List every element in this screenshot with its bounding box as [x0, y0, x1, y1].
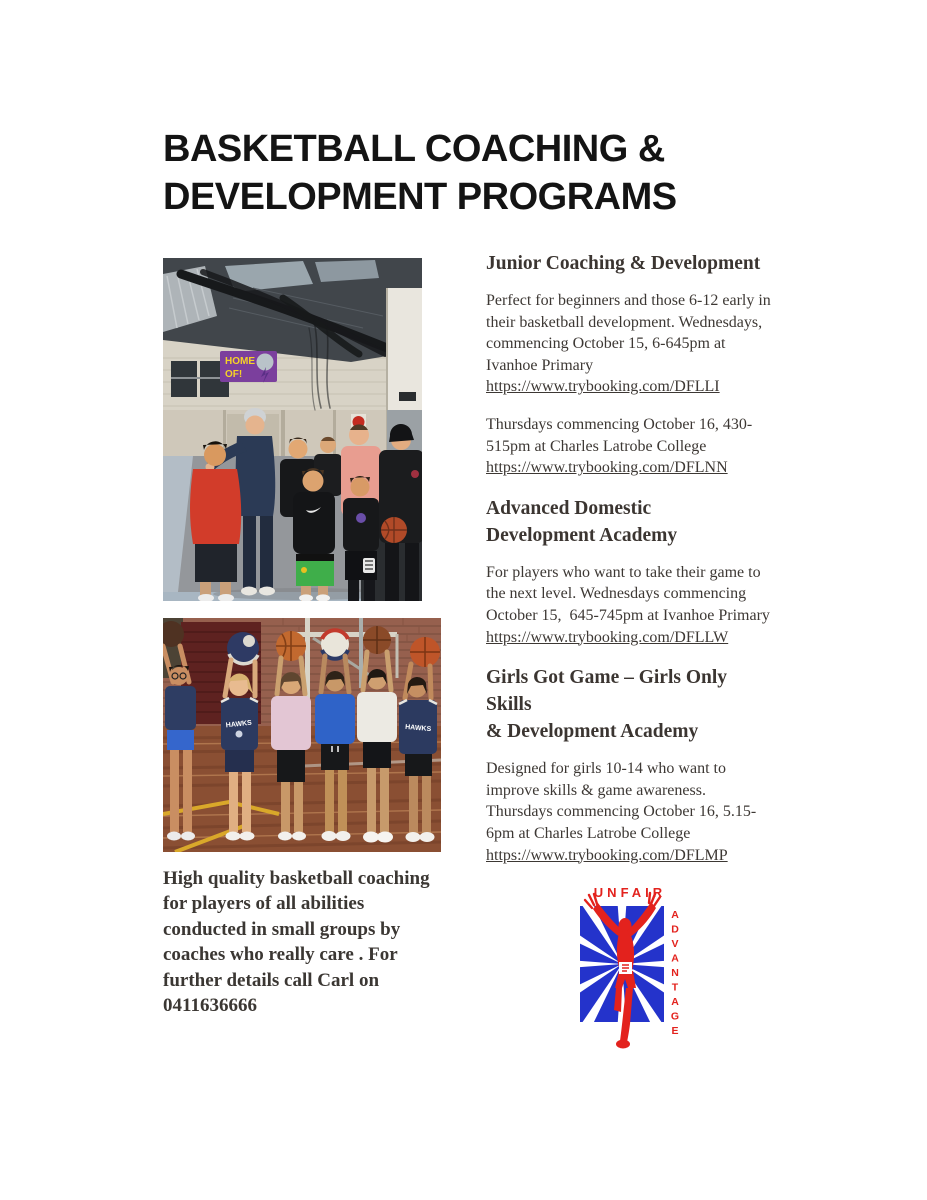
girls-group-photo: [163, 618, 441, 852]
page-title: [163, 125, 743, 221]
programs-column: [486, 250, 775, 882]
page-title-line2: DEVELOPMENT PROGRAMS: [163, 176, 677, 219]
home-of-sign-line1: HOME: [225, 356, 255, 367]
section-heading-advanced: Advanced Domestic Development Academy: [486, 497, 678, 546]
page-title-line1: BASKETBALL COACHING &: [163, 128, 665, 171]
trybooking-link-dflnn[interactable]: https://www.trybooking.com/DFLNN: [486, 459, 728, 477]
unfair-advantage-logo: [564, 874, 688, 1054]
girls-paragraph: Designed for girls 10-14 who want to improve skills & game awareness. Thursdays commencing October 16, 5.15-6pm at Charles Latrobe College https://www.trybooking.com/DFLMP: [486, 758, 772, 866]
logo-word-advantage: ADVANTAGE: [669, 909, 681, 1040]
hawks-jersey-text-2: HAWKS: [404, 723, 432, 734]
hawks-jersey-text: HAWKS: [225, 719, 253, 730]
section-heading-girls: Girls Got Game – Girls Only Skills & Development Academy: [486, 667, 728, 743]
phone-number: 0411636666: [163, 995, 257, 1017]
caption-text: High quality basketball coaching for players of all abilities conducted in small groups by coaches who really care . For further details call Carl on 0411636666: [163, 866, 463, 1018]
home-of-sign-line2: OF!: [225, 369, 243, 380]
trybooking-link-dflmp[interactable]: https://www.trybooking.com/DFLMP: [486, 846, 728, 864]
advanced-paragraph: For players who want to take their game to the next level. Wednesdays commencing October 15, 645-745pm at Ivanhoe Primary https://www.trybooking.com/DFLLW: [486, 562, 772, 648]
trybooking-link-dflli[interactable]: https://www.trybooking.com/DFLLI: [486, 378, 720, 396]
home-of-sign: [220, 351, 277, 383]
logo-word-unfair: UNFAIR: [593, 885, 667, 900]
section-heading-junior: Junior Coaching & Development: [486, 253, 761, 274]
junior-paragraph-1: Perfect for beginners and those 6-12 early in their basketball development. Wednesdays, commencing October 15, 6-645pm at Ivanhoe Primary https://www.trybooking.com/DFLLI: [486, 290, 772, 398]
team-group-photo: [163, 258, 422, 601]
junior-paragraph-2: Thursdays commencing October 16, 430-515pm at Charles Latrobe College https://www.trybooking.com/DFLNN: [486, 414, 772, 479]
trybooking-link-dfllw[interactable]: https://www.trybooking.com/DFLLW: [486, 628, 729, 646]
mascot-icon: [257, 354, 274, 371]
